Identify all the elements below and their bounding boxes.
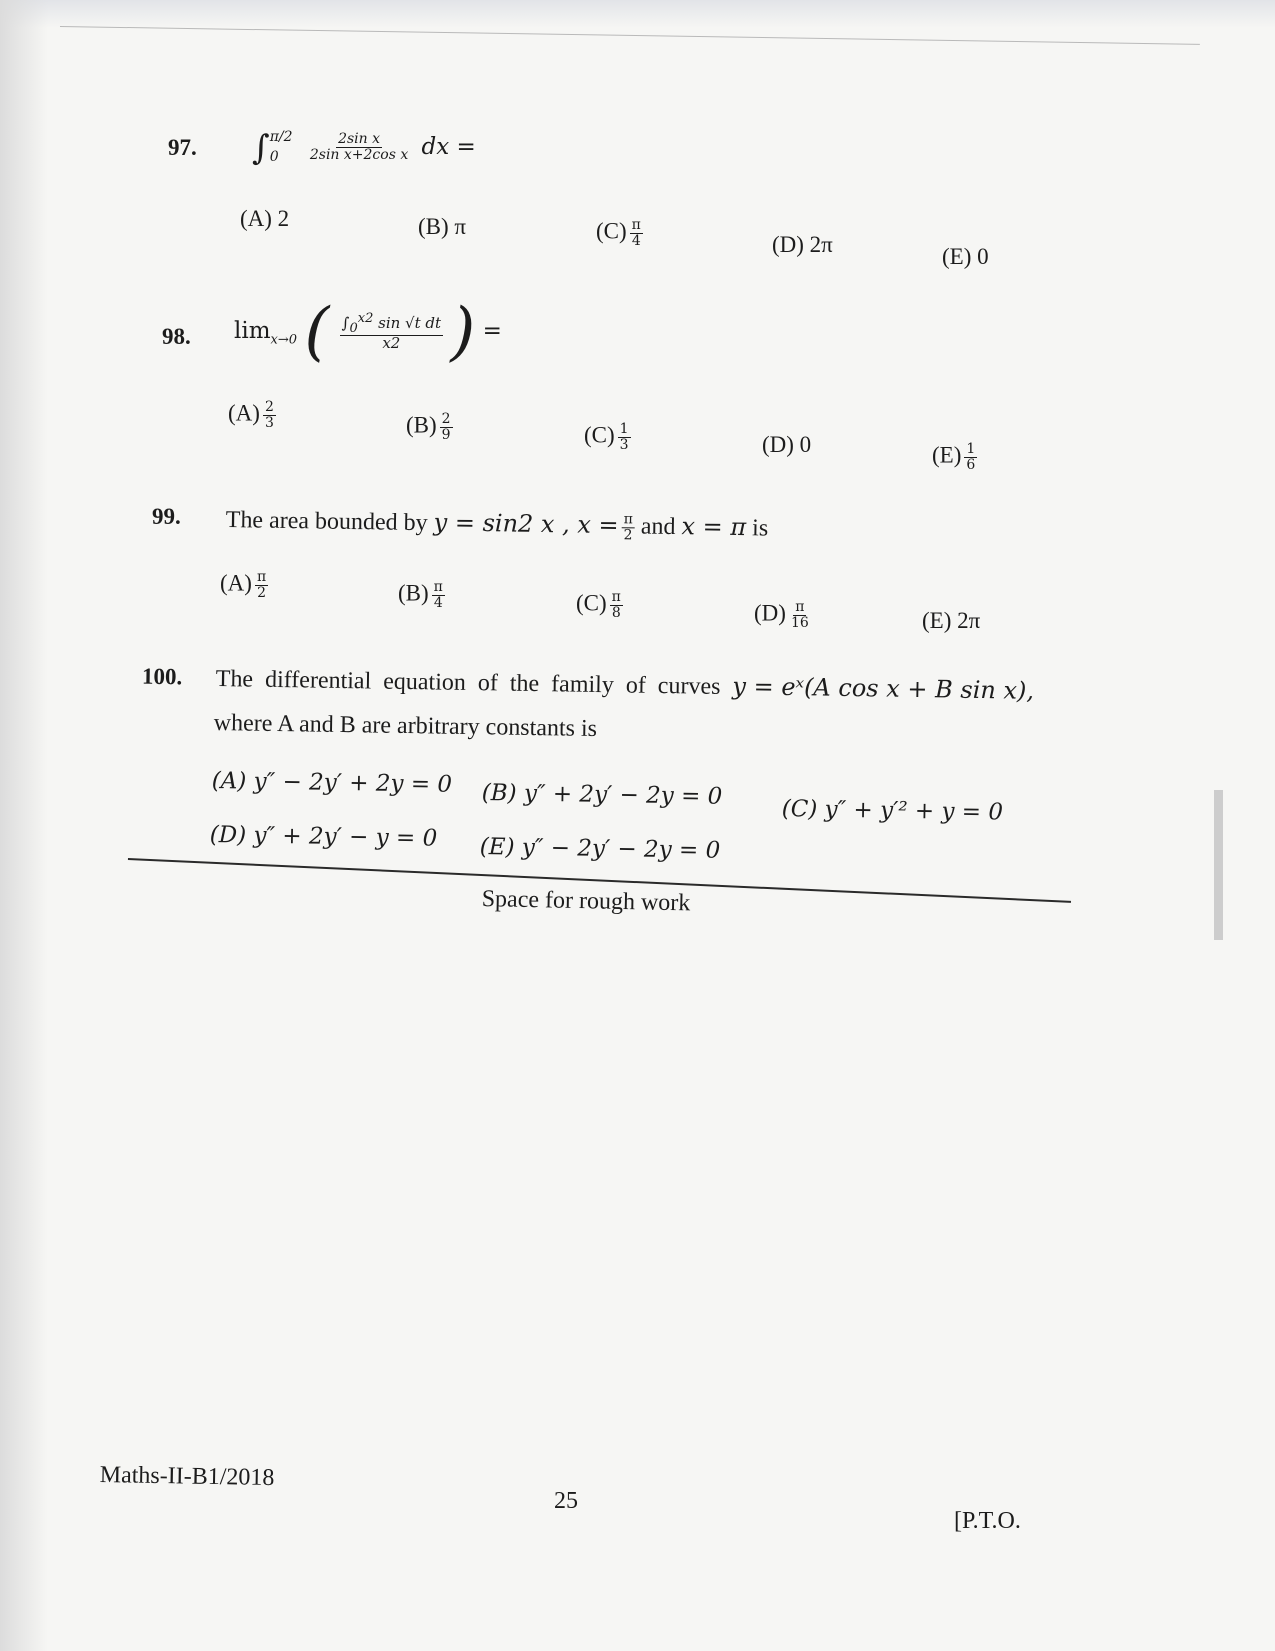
q97-numerator: 2sin x	[338, 131, 381, 148]
q97-option-a: (A) 2	[240, 206, 290, 231]
question-97-number: 97.	[168, 135, 197, 160]
q97-lower-limit: 0	[269, 148, 279, 165]
scan-top-edge	[0, 0, 1275, 28]
scan-right-mark	[1214, 790, 1223, 940]
integral-sign: ∫	[252, 127, 270, 168]
scan-left-shadow	[0, 0, 48, 1651]
question-98-expression: $\lim_{x\to 0}$ ( $\frac{\int_0^{x2} \sin √t dt}{x2}$ ) =	[234, 295, 502, 369]
q99-option-b: (B) $\frac{\pi}{4}$	[398, 579, 443, 611]
q100-option-e: (E) y″ − 2y′ − 2y = 0	[479, 834, 721, 864]
page-number: 25	[554, 1488, 578, 1514]
q97-option-e: (E) 0	[942, 244, 989, 269]
q98-option-d: (D) 0	[762, 432, 812, 457]
q98-option-a: (A) $\frac{2}{3}$	[228, 399, 274, 431]
q99-option-a: (A) $\frac{\pi}{2}$	[220, 569, 267, 601]
q98-option-c: (C) $\frac{1}{3}$	[584, 421, 629, 453]
q97-option-b: (B) π	[418, 214, 467, 239]
q99-option-c: (C) $\frac{\pi}{8}$	[576, 589, 621, 621]
q100-option-d: (D) y″ + 2y′ − y = 0	[209, 822, 438, 852]
question-100-line-2: where A and B are arbitrary constants is	[213, 710, 598, 743]
q100-option-a: (A) y″ − 2y′ + 2y = 0	[211, 768, 453, 798]
question-98-number: 98.	[162, 324, 191, 349]
please-turn-over: [P.T.O.	[954, 1508, 1021, 1534]
rough-work-label: Space for rough work	[481, 886, 691, 917]
q97-option-c: (C) $\frac{\pi}{4}$	[596, 217, 641, 249]
q100-option-c: (C) y″ + y′² + y = 0	[781, 796, 1004, 826]
question-97-expression	[252, 128, 476, 167]
q98-option-e: (E) $\frac{1}{6}$	[932, 441, 976, 473]
q97-option-d: (D) 2π	[772, 232, 833, 257]
q97-tail: dx =	[421, 133, 476, 160]
q99-option-d: (D) $\frac{\pi}{16}$	[754, 599, 809, 631]
q99-option-e: (E) 2π	[922, 608, 981, 633]
question-99-text: The area bounded by y = sin2 x , x = $\frac{\pi}{2}$ and x = π is	[225, 506, 769, 544]
q98-option-b: (B) $\frac{2}{9}$	[406, 411, 451, 443]
question-100-number: 100.	[141, 663, 183, 690]
question-100-line-1: The differential equation of the family of curves y = eˣ(A cos x + B sin x),	[215, 665, 1035, 705]
paper-code: Maths-II-B1/2018	[99, 1462, 275, 1492]
top-rule	[60, 26, 1200, 45]
q97-denominator: 2sin x+2cos x	[309, 147, 409, 164]
q100-option-b: (B) y″ + 2y′ − 2y = 0	[481, 780, 723, 810]
question-99-number: 99.	[152, 504, 181, 529]
q97-upper-limit: π/2	[269, 129, 293, 145]
